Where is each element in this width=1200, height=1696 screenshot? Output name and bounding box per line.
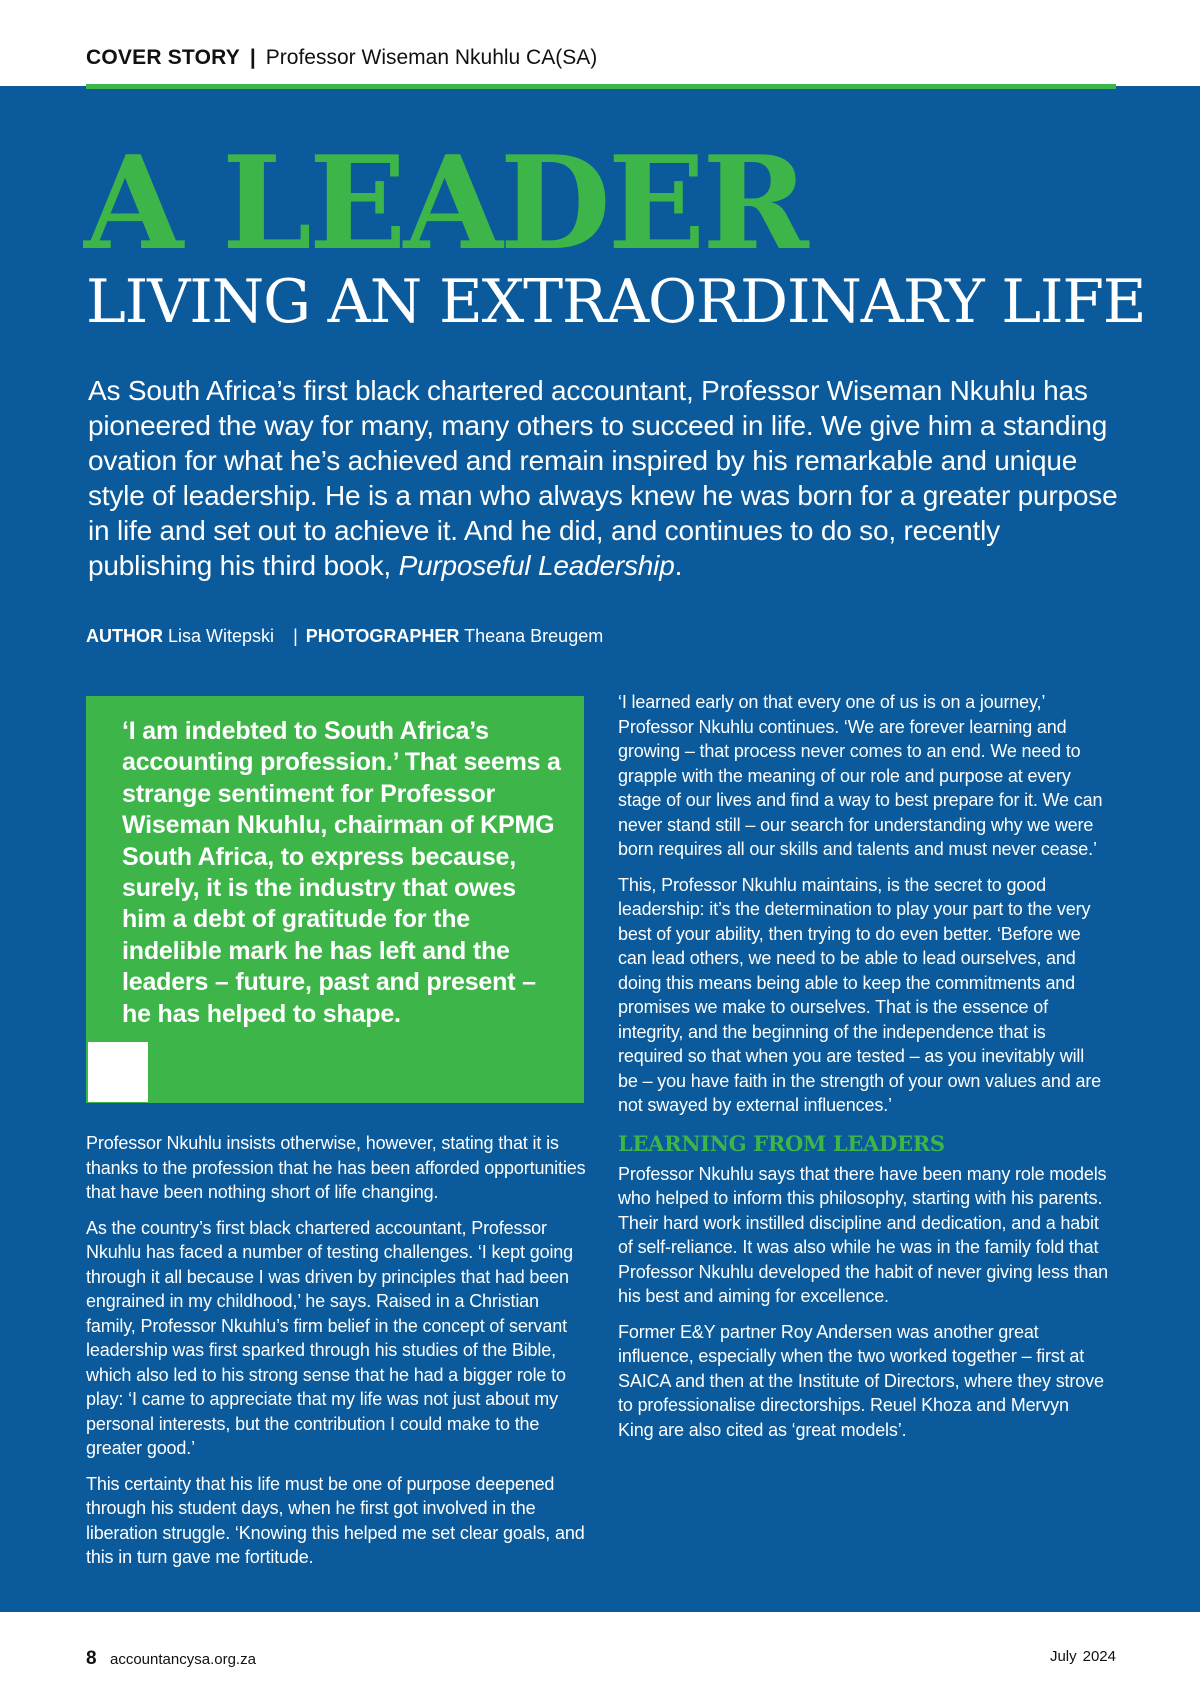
body-paragraph: As the country’s first black chartered accountant, Professor Nkuhlu has faced a number of testing challenges. ‘I kept going through it all because I was driven by principles that had been engrained in my childhood,’ he says. Raised in a Christian family, Professor Nkuhlu’s firm belief in the concept of servant leadership was first sparked through his studies of the Bible, which also led to his strong sense that he had a bigger role to play: ‘I came to appreciate that my life was not just about my personal interests, but the contribution I could make to the greater good.’ — [86, 1217, 574, 1458]
header-separator: | — [249, 46, 256, 69]
body-paragraph: ‘I learned early on that every one of us is on a journey,’ Professor Nkuhlu continues. ‘We are forever learning and growing – that process never comes to an end. We need to grapple with the meaning of our role and purpose at every stage of our lives and find a way to best prepare for it. We can never stand still – our search for understanding why we were born requires all our skills and talents and must never cease.’ — [618, 692, 1103, 859]
standfirst-end: . — [674, 550, 683, 581]
headline: A LEADER — [84, 129, 806, 279]
running-head — [86, 46, 597, 70]
standfirst-text: As South Africa’s first black chartered accountant, Professor Wiseman Nkuhlu has pioneered the way for many, many others to succeed in life. We give him a standing ovation for what he’s achieved and remain inspired by his remarkable and unique style of leadership. He is a man who always knew he was born for a greater purpose in life and set out to achieve it. And he did, and continues to do so, recently publishing his third book, — [88, 375, 1118, 581]
author-name: Lisa Witepski — [168, 626, 275, 646]
pull-quote: ‘I am indebted to South Africa’s accounting profession.’ That seems a strange sentiment for Professor Wiseman Nkuhlu, chairman of KPMG South Africa, to express because, surely, it is the industry that owes him a debt of gratitude for the indelible mark he has left and the leaders – future, past and present – he has helped to shape. — [122, 717, 561, 1028]
issue-month: July — [1049, 1648, 1077, 1665]
issue-date — [1050, 1648, 1116, 1665]
book-title: Purposeful Leadership — [398, 550, 675, 581]
body-paragraph: Professor Nkuhlu insists otherwise, however, stating that it is thanks to the profession that he has been afforded opportunities that have been nothing short of life changing. — [86, 1133, 586, 1202]
pull-quote-box — [86, 696, 584, 1103]
body-paragraph: This certainty that his life must be one of purpose deepened through his student days, when he first got involved in the liberation struggle. ‘Knowing this helped me set clear goals, and this in turn gave me fortitude. — [86, 1473, 585, 1567]
photographer-label: PHOTOGRAPHER — [305, 626, 460, 646]
website-link[interactable]: accountancysa.org.za — [110, 1651, 256, 1668]
byline-separator: | — [293, 626, 298, 646]
headline-subtitle: LIVING AN EXTRAORDINARY LIFE — [86, 267, 1146, 337]
left-column — [86, 1131, 586, 1581]
page-number: 8 — [86, 1648, 97, 1669]
body-paragraph: This, Professor Nkuhlu maintains, is the secret to good leadership: it’s the determination to play your part to the very best of your ability, then trying to do even better. ‘Before we can lead others, we need to be able to lead ourselves, and doing this means being able to keep the commitments and promises we make to ourselves. That is the essence of integrity, and the beginning of the independence that is required so that when you are tested – as you inevitably will be – you have faith in the strength of your own values and are not swayed by external influences.’ — [618, 874, 1102, 1115]
section-label: COVER STORY — [86, 46, 240, 69]
story-subject: Professor Wiseman Nkuhlu CA(SA) — [265, 46, 598, 69]
page-header — [0, 0, 1200, 86]
body-paragraph: Professor Nkuhlu says that there have been many role models who helped to inform this philosophy, starting with his parents. Their hard work instilled discipline and dedication, and a habit of self-reliance. It was also while he was in the family fold that Professor Nkuhlu developed the habit of never giving less than his best and aiming for excellence. — [618, 1163, 1109, 1306]
byline — [86, 626, 603, 647]
section-subhead: LEARNING FROM LEADERS — [618, 1130, 945, 1156]
right-column — [618, 690, 1108, 1453]
standfirst — [88, 373, 1128, 583]
decorative-square — [88, 1042, 148, 1102]
photographer-name: Theana Breugem — [464, 626, 604, 646]
author-label: AUTHOR — [86, 626, 163, 646]
issue-year: 2024 — [1082, 1648, 1116, 1665]
header-rule — [86, 84, 1116, 89]
page-footer — [0, 1612, 1200, 1696]
body-paragraph: Former E&Y partner Roy Andersen was another great influence, especially when the two worked together – first at SAICA and then at the Institute of Directors, where they strove to professionalise directorships. Reuel Khoza and Mervyn King are also cited as ‘great models’. — [618, 1321, 1104, 1440]
